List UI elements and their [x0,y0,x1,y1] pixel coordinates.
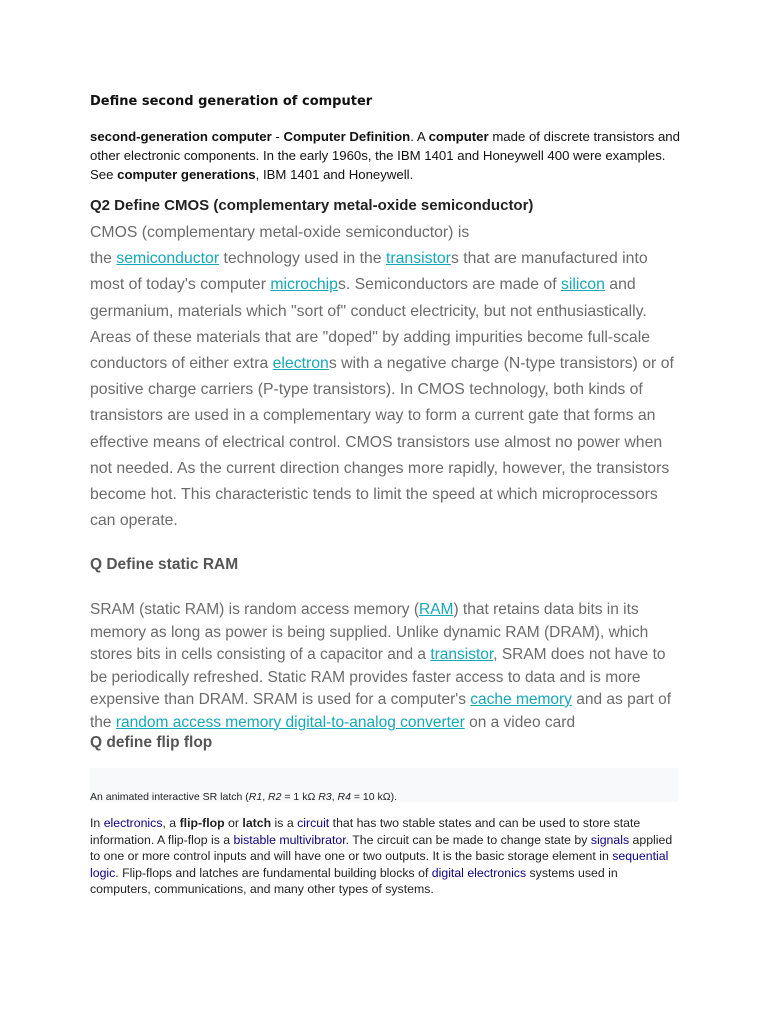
cmos-body [90,246,680,534]
link-transistor[interactable]: transistor [430,646,494,663]
source-bold: Computer Definition [283,129,411,144]
link-sequential-logic[interactable]: sequential logic [90,849,669,880]
link-ramdac[interactable]: random access memory digital-to-analog converter [115,713,465,731]
see-bold: computer generations [117,167,256,182]
paragraph-flip-flop [90,815,680,898]
image-caption [90,791,397,803]
link-silicon[interactable]: silicon [560,276,605,294]
link-cache-memory[interactable]: cache memory [470,691,572,708]
link-semiconductor[interactable]: semiconductor [116,250,220,268]
text: , SRAM does not have to be periodically refreshed. Static RAM provides faster access to data and is more expensive than DRAM. SRAM is used for a computer's [90,646,666,708]
text: s. Semiconductors are made of [337,276,561,294]
text: and as part of the [90,691,672,731]
var-r4: R4 [337,791,351,803]
heading-cmos: Q2 Define CMOS (complementary metal-oxide semiconductor) [90,197,534,214]
paragraph-second-generation [90,127,680,184]
var-r1: R1 [248,791,263,803]
text: systems used in computers, communications, and many other types of systems. [90,865,618,896]
text: SRAM (static RAM) is random access memory ( [90,601,419,618]
text: applied to one or more control inputs and will have one or two outputs. It is the basic storage element in [90,832,673,863]
link-bistable-multivibrator[interactable]: bistable multivibrator [233,832,346,847]
link-ram[interactable]: RAM [419,601,454,618]
text: . Flip-flops and latches are fundamental building blocks of [115,865,432,880]
text: , [331,791,338,803]
text: or [224,816,243,830]
heading-flip-flop: Q define flip flop [90,734,213,751]
text: , a [162,816,180,830]
link-electron[interactable]: electron [272,355,329,373]
text: ) that retains data bits in its memory as long as power is being supplied. Unlike dynamic RAM (DRAM), which stores bits in cells consisting of a capacitor and a [90,601,649,663]
heading-static-ram: Q Define static RAM [90,556,239,573]
text: , IBM 1401 and Honeywell. [255,167,414,182]
text: on a video card [464,713,576,731]
cmos-first-line: CMOS (complementary metal-oxide semiconductor) is [90,224,470,241]
image-caption-box [90,768,678,802]
var-r2: R2 [268,791,282,803]
text: = 1 kΩ [281,791,319,803]
text: In [90,816,104,830]
text: is a [271,816,298,830]
text: . A [410,129,429,144]
term-bold: second-generation computer [90,129,272,144]
text: and germanium, materials which "sort of" conduct electricity, but not enthusiastically. Areas of these materials that are "doped" by adding impurities become full-scale conductors of either extra [90,276,651,373]
text: the [90,250,117,268]
paragraph-sram [90,599,680,734]
text-dash: - [271,129,284,144]
var-r3: R3 [318,791,332,803]
paragraph-cmos [90,220,680,534]
text: made of discrete transistors and other electronic components. In the early 1960s, the IBM 1401 and Honeywell 400 were examples. See [90,129,680,182]
text: that has two stable states and can be used to store state information. A flip-flop is a [90,816,641,847]
latch-bold: latch [242,816,272,830]
text: . The circuit can be made to change state by [345,832,591,847]
computer-bold: computer [428,129,489,144]
link-electronics[interactable]: electronics [103,816,163,830]
text: s with a negative charge (N-type transistors) or of positive charge carriers (P-type transistors). In CMOS technology, both kinds of transistors are used in a complementary way to form a current gate that forms an effective means of electrical control. CMOS transistors use almost no power when not needed. As the current direction changes more rapidly, however, the transistors become hot. This characteristic tends to limit the speed at which microprocessors can operate. [90,355,674,530]
text: = 10 kΩ). [350,791,398,803]
text: s that are manufactured into most of today's computer [90,250,648,294]
link-transistor[interactable]: transistor [385,250,451,268]
heading-second-generation: Define second generation of computer [90,94,373,109]
link-circuit[interactable]: circuit [297,816,330,830]
text: technology used in the [219,250,386,268]
text: An animated interactive SR latch ( [90,791,249,803]
link-microchip[interactable]: microchip [270,276,338,294]
flip-flop-bold: flip-flop [179,816,225,830]
link-digital-electronics[interactable]: digital electronics [431,865,527,880]
text: , [262,791,269,803]
link-signals[interactable]: signals [590,832,630,847]
